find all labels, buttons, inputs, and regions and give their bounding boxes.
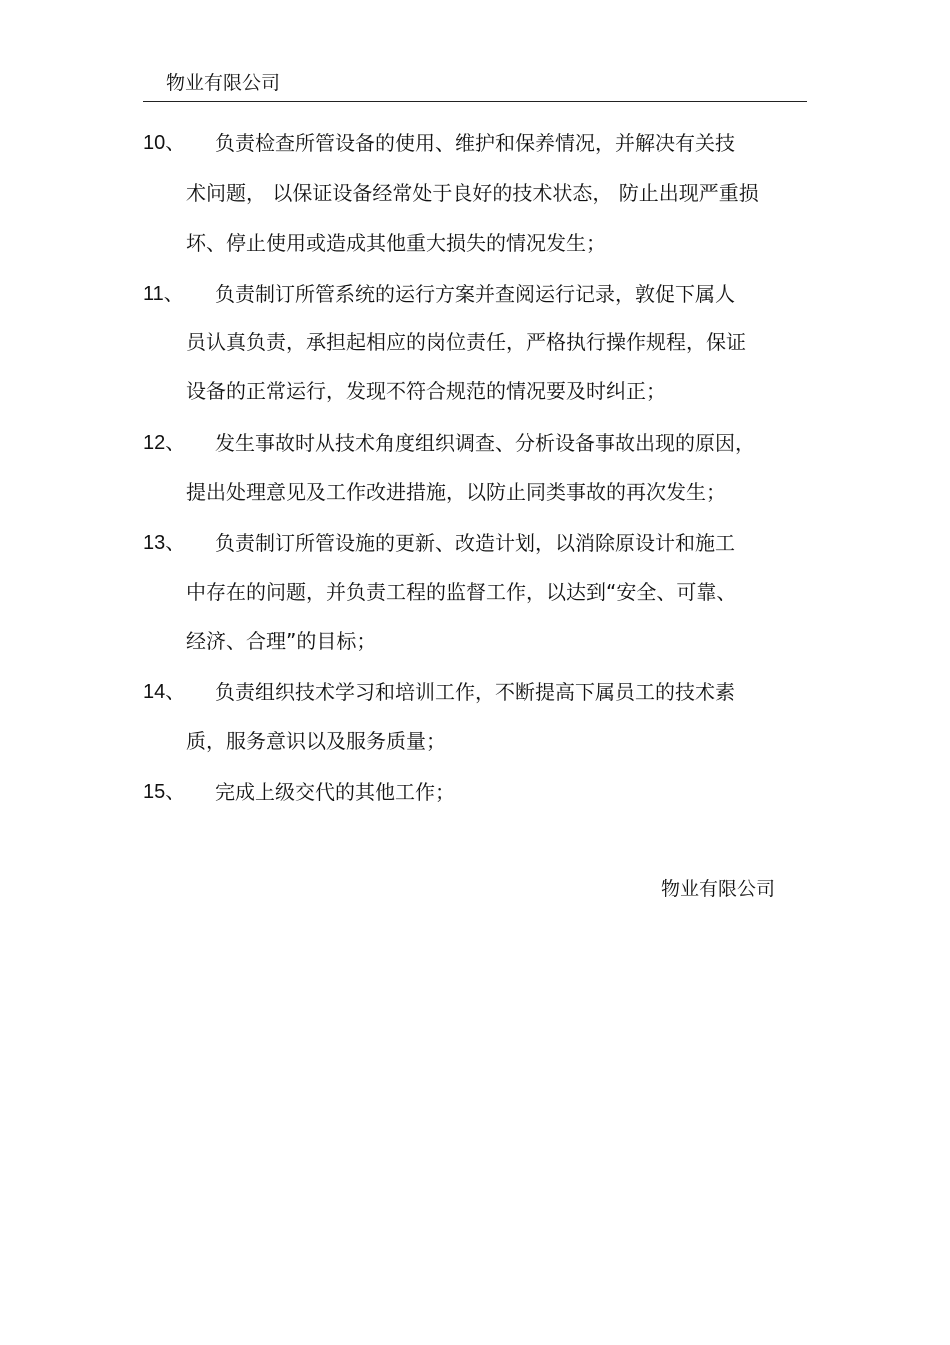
item-text-line: 完成上级交代的其他工作； (215, 780, 455, 804)
item-number: 14、 (143, 681, 186, 703)
item-text-line: 员认真负责，承担起相应的岗位责任，严格执行操作规程，保证 (186, 330, 746, 354)
item-text-line: 经济、合理”的目标； (186, 629, 377, 653)
item-number: 10、 (143, 132, 186, 154)
footer-company-signature: 物业有限公司 (661, 878, 776, 900)
item-number: 12、 (143, 432, 186, 454)
page-header (143, 68, 807, 102)
item-text-line: 质，服务意识以及服务质量； (186, 729, 446, 753)
item-text-line: 负责组织技术学习和培训工作，不断提高下属员工的技术素 (215, 680, 735, 704)
item-text-line: 中存在的问题，并负责工程的监督工作，以达到“安全、可靠、 (186, 580, 737, 604)
item-text-line: 负责检查所管设备的使用、维护和保养情况，并解决有关技 (215, 131, 735, 155)
item-number: 15、 (143, 781, 186, 803)
item-text-line: 坏、停止使用或造成其他重大损失的情况发生； (186, 231, 606, 255)
item-text-line: 负责制订所管系统的运行方案并查阅运行记录，敦促下属人 (215, 282, 735, 306)
item-text-line: 负责制订所管设施的更新、改造计划，以消除原设计和施工 (215, 531, 735, 555)
item-text-line: 术问题， 以保证设备经常处于良好的技术状态， 防止出现严重损 (186, 181, 759, 205)
item-text-line: 设备的正常运行，发现不符合规范的情况要及时纠正； (186, 379, 666, 403)
header-company-name: 物业有限公司 (166, 72, 281, 94)
item-text-line: 提出处理意见及工作改进措施，以防止同类事故的再次发生； (186, 480, 726, 504)
item-text-line: 发生事故时从技术角度组织调查、分析设备事故出现的原因， (215, 431, 755, 455)
item-number: 11、 (143, 283, 184, 305)
item-number: 13、 (143, 532, 186, 554)
